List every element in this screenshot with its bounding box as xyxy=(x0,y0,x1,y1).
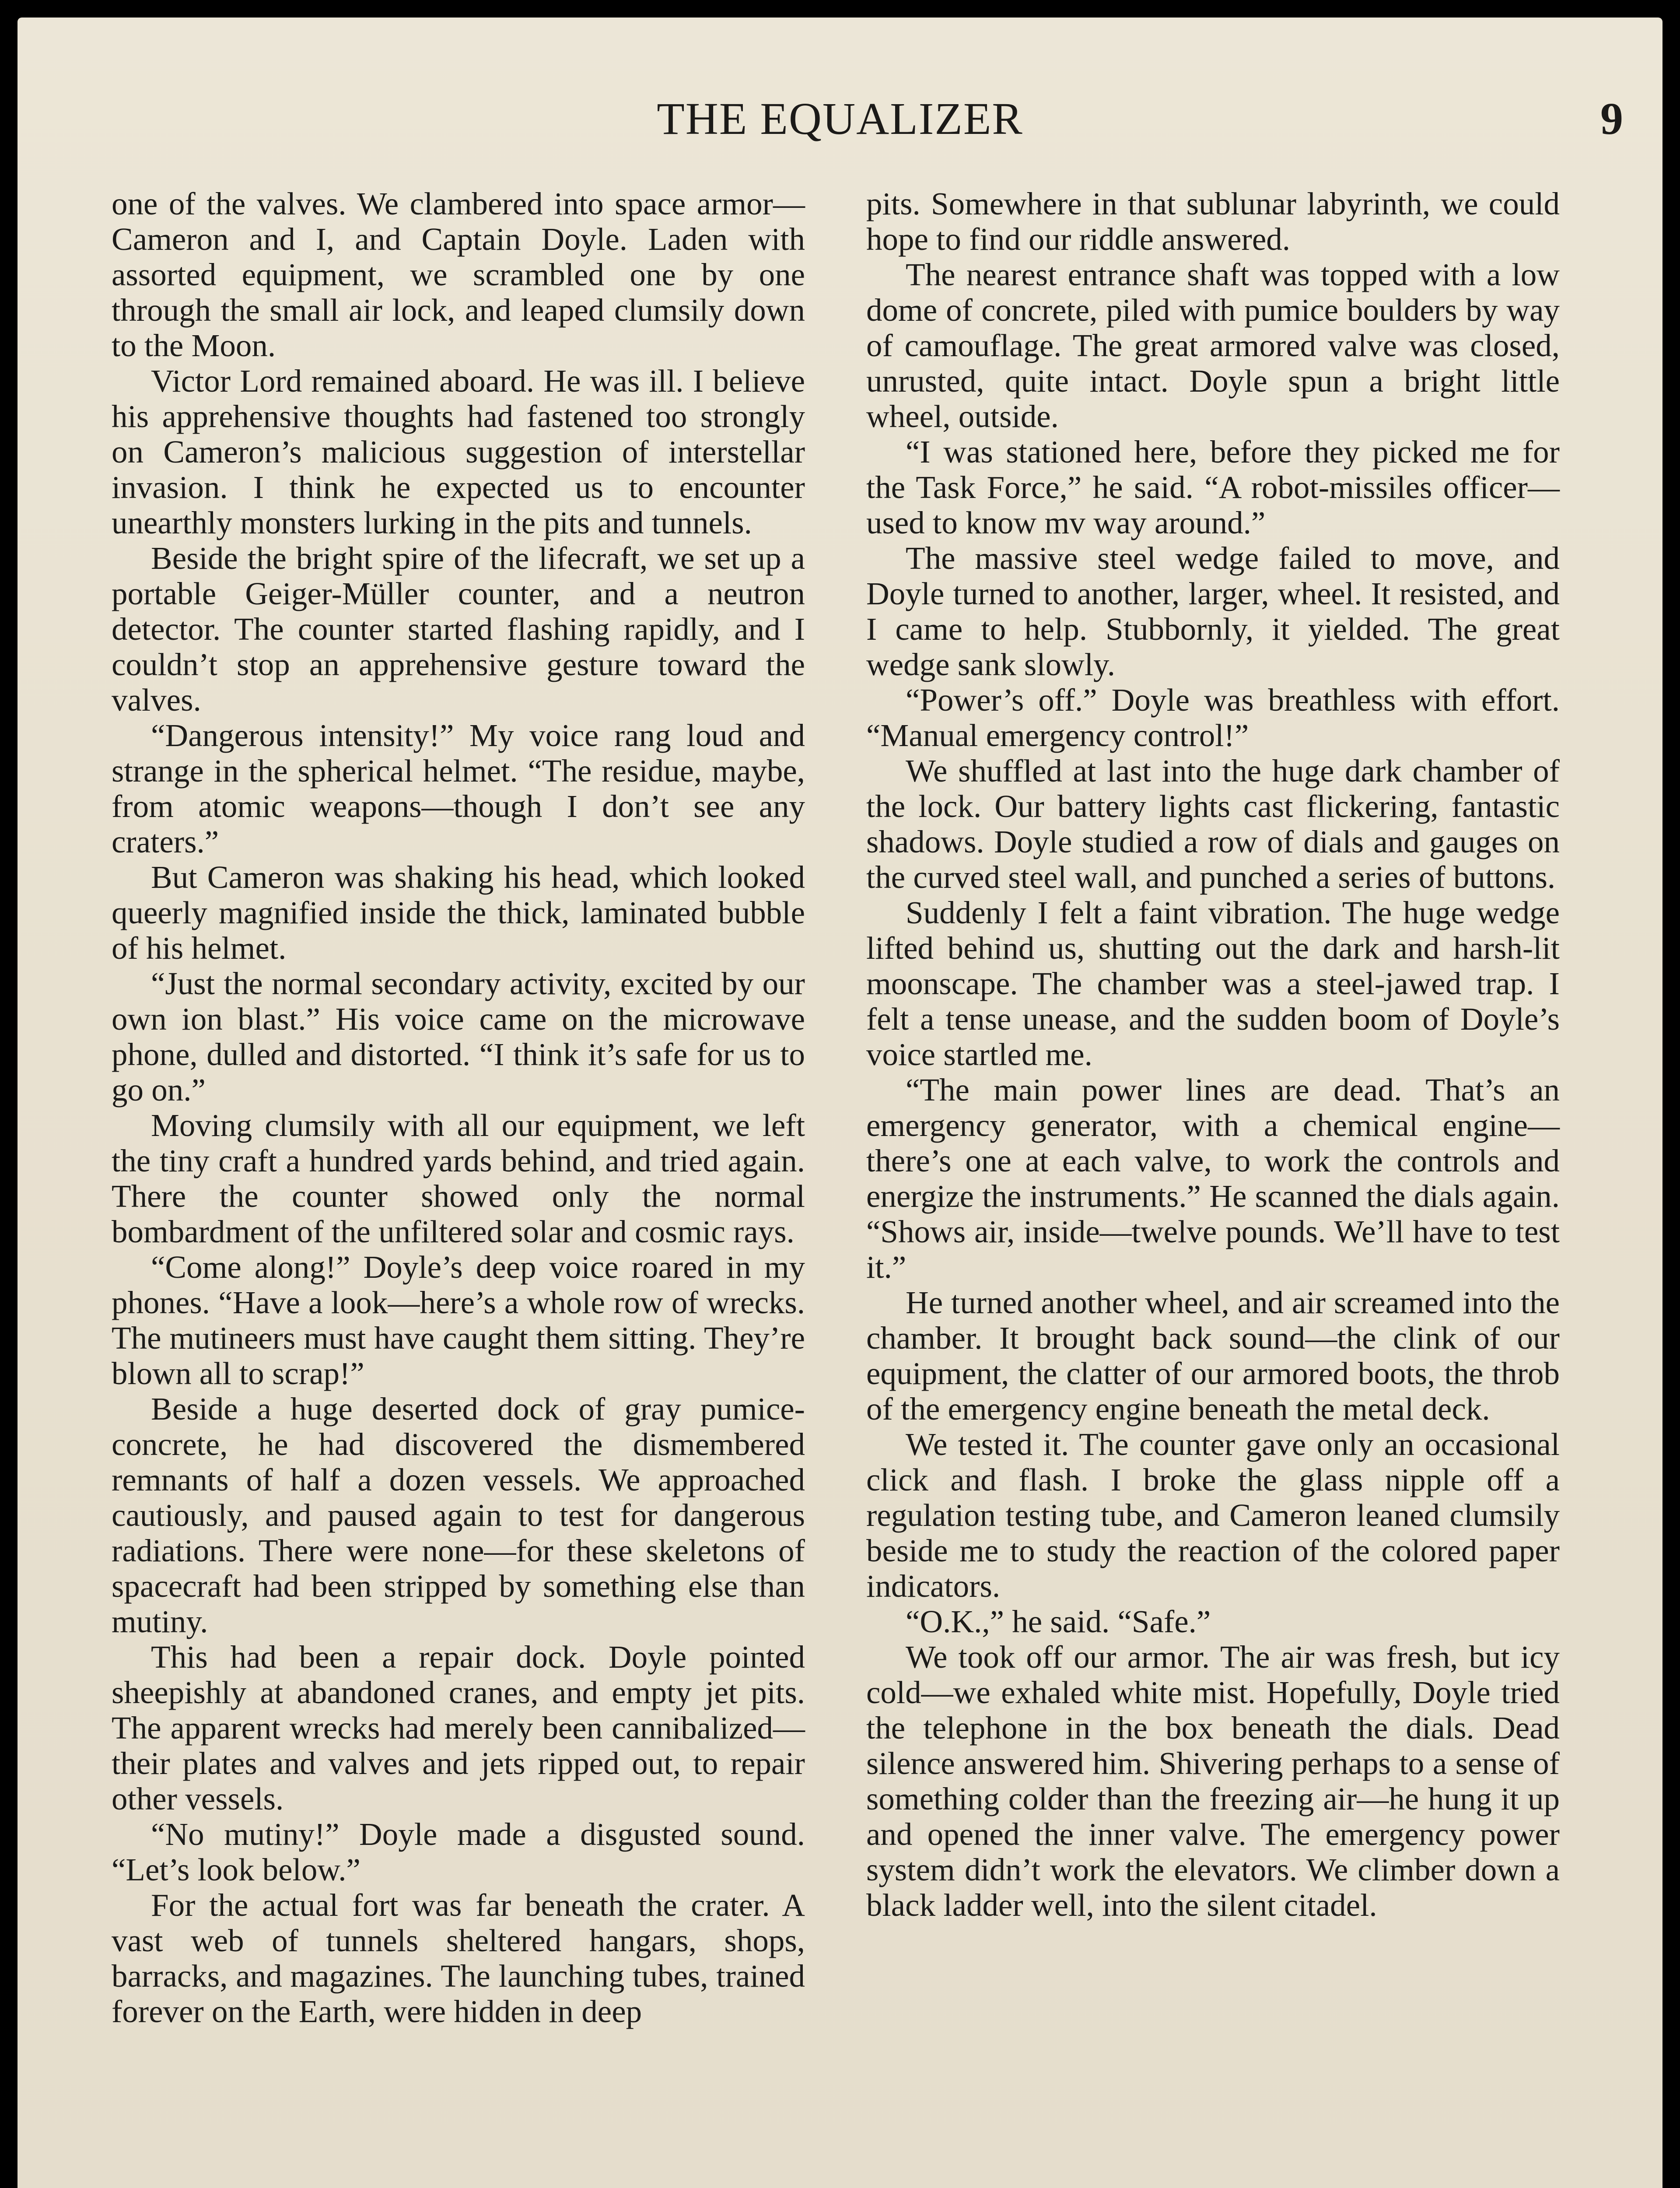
paragraph: one of the valves. We clambered into space armor—Cameron and I, and Captain Doyle. Laden with assorted equipment, we scrambled one by one through the small air lock, and leaped clumsily down to the Moon. xyxy=(112,186,805,363)
paragraph: “Just the normal secondary activity, excited by our own ion blast.” His voice came on the microwave phone, dulled and distorted. “I think it’s safe for us to go on.” xyxy=(112,966,805,1108)
paragraph: The nearest entrance shaft was topped with a low dome of concrete, piled with pumice boulders by way of camouflage. The great armored valve was closed, unrusted, quite intact. Doyle spun a bright little wheel, outside. xyxy=(866,257,1560,434)
text-column-left xyxy=(112,186,805,2029)
story-title: THE EQUALIZER xyxy=(657,94,1023,144)
paragraph: He turned another wheel, and air screamed into the chamber. It brought back sound—the clink of our equipment, the clatter of our armored boots, the throb of the emergency engine beneath the metal deck. xyxy=(866,1285,1560,1427)
paragraph: Victor Lord remained aboard. He was ill. I believe his apprehensive thoughts had fastened too strongly on Cameron’s malicious suggestion of interstellar invasion. I think he expected us to encounter unearthly monsters lurking in the pits and tunnels. xyxy=(112,363,805,540)
text-column-right xyxy=(866,186,1560,1923)
paragraph: “Power’s off.” Doyle was breathless with effort. “Manual emergency control!” xyxy=(866,682,1560,753)
paragraph: “No mutiny!” Doyle made a disgusted sound. “Let’s look below.” xyxy=(112,1816,805,1887)
paragraph: But Cameron was shaking his head, which looked queerly magnified inside the thick, laminated bubble of his helmet. xyxy=(112,859,805,966)
paragraph: Suddenly I felt a faint vibration. The huge wedge lifted behind us, shutting out the dark and harsh-lit moonscape. The chamber was a steel-jawed trap. I felt a tense unease, and the sudden boom of Doyle’s voice startled me. xyxy=(866,895,1560,1072)
page-number: 9 xyxy=(1600,94,1623,144)
paragraph: We tested it. The counter gave only an occasional click and flash. I broke the glass nipple off a regulation testing tube, and Cameron leaned clumsily beside me to study the reaction of the colored paper indicators. xyxy=(866,1427,1560,1604)
paragraph: For the actual fort was far beneath the crater. A vast web of tunnels sheltered hangars, shops, barracks, and magazines. The launching tubes, trained forever on the Earth, were hidden in deep xyxy=(112,1887,805,2029)
paragraph: Moving clumsily with all our equipment, we left the tiny craft a hundred yards behind, and tried again. There the counter showed only the normal bombardment of the unfiltered solar and cosmic rays. xyxy=(112,1108,805,1249)
paragraph: Beside the bright spire of the lifecraft, we set up a portable Geiger-Müller counter, and a neutron detector. The counter started flashing rapidly, and I couldn’t stop an apprehensive gesture toward the valves. xyxy=(112,540,805,718)
paragraph: “Come along!” Doyle’s deep voice roared in my phones. “Have a look—here’s a whole row of wrecks. The mutineers must have caught them sitting. They’re blown all to scrap!” xyxy=(112,1249,805,1391)
paragraph: “O.K.,” he said. “Safe.” xyxy=(906,1604,1211,1639)
page-header xyxy=(18,74,1662,153)
paragraph: We shuffled at last into the huge dark chamber of the lock. Our battery lights cast flickering, fantastic shadows. Doyle studied a row of dials and gauges on the curved steel wall, and punched a series of buttons. xyxy=(866,753,1560,895)
paragraph: Beside a huge deserted dock of gray pumice-concrete, he had discovered the dismembered remnants of half a dozen vessels. We approached cautiously, and paused again to test for dangerous radiations. There were none—for these skeletons of spacecraft had been stripped by something else than mutiny. xyxy=(112,1391,805,1639)
paragraph: This had been a repair dock. Doyle pointed sheepishly at abandoned cranes, and empty jet pits. The apparent wrecks had merely been cannibalized—their plates and valves and jets ripped out, to repair other vessels. xyxy=(112,1639,805,1816)
magazine-page xyxy=(18,18,1662,2188)
paragraph: The massive steel wedge failed to move, and Doyle turned to another, larger, wheel. It resisted, and I came to help. Stubbornly, it yielded. The great wedge sank slowly. xyxy=(866,540,1560,682)
paragraph: pits. Somewhere in that sublunar labyrinth, we could hope to find our riddle answered. xyxy=(866,186,1560,257)
paragraph: “Dangerous intensity!” My voice rang loud and strange in the spherical helmet. “The residue, maybe, from atomic weapons—though I don’t see any craters.” xyxy=(112,718,805,859)
paragraph: “I was stationed here, before they picked me for the Task Force,” he said. “A robot-missiles officer—used to know mv way around.” xyxy=(866,434,1560,540)
paragraph: “The main power lines are dead. That’s an emergency generator, with a chemical engine—there’s one at each valve, to work the controls and energize the instruments.” He scanned the dials again. “Shows air, inside—twelve pounds. We’ll have to test it.” xyxy=(866,1072,1560,1285)
paragraph: We took off our armor. The air was fresh, but icy cold—we exhaled white mist. Hopefully, Doyle tried the telephone in the box beneath the dials. Dead silence answered him. Shivering perhaps to a sense of something colder than the freezing air—he hung it up and opened the inner valve. The emergency power system didn’t work the elevators. We climber down a black ladder well, into the silent citadel. xyxy=(866,1639,1560,1923)
